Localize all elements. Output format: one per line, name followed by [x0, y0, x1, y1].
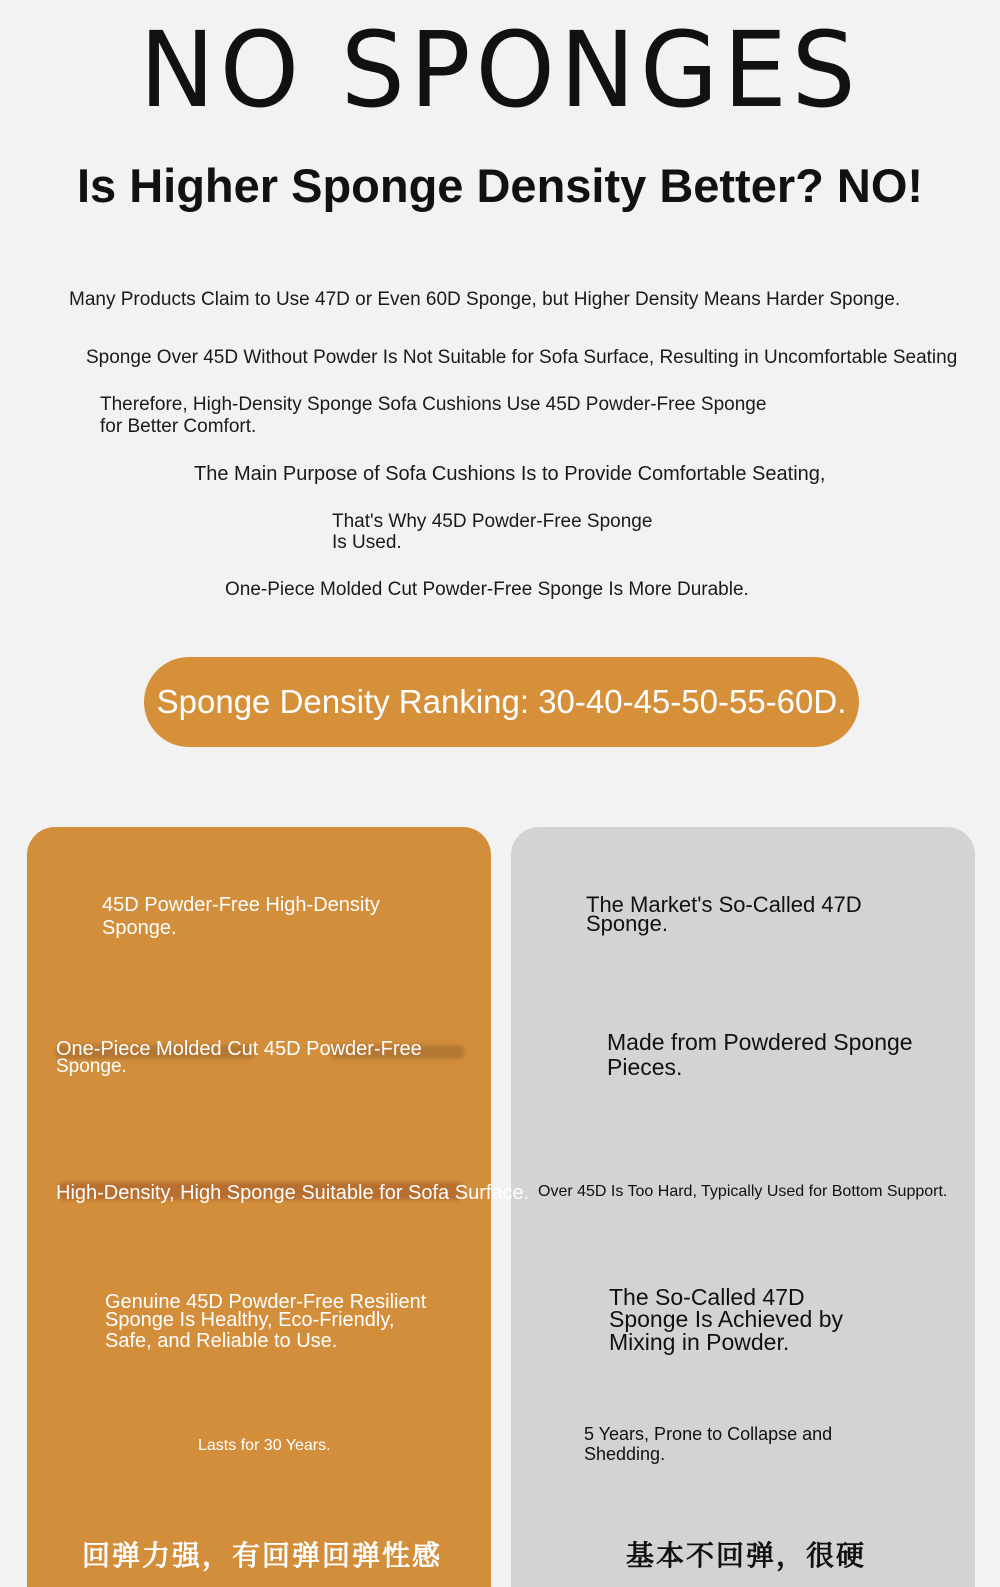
right-comparison-card [511, 827, 975, 1587]
intro-line-6: One-Piece Molded Cut Powder-Free Sponge Is More Durable. [225, 579, 749, 600]
right-item-4b: Sponge Is Achieved by [609, 1306, 843, 1332]
intro-line-1: Many Products Claim to Use 47D or Even 60D Sponge, but Higher Density Means Harder Sponge. [69, 289, 901, 310]
right-item-3: Over 45D Is Too Hard, Typically Used for Bottom Support. [538, 1183, 948, 1200]
left-item-3: High-Density, High Sponge Suitable for Sofa Surface. [56, 1182, 530, 1204]
intro-line-2: Sponge Over 45D Without Powder Is Not Suitable for Sofa Surface, Resulting in Uncomfortable Seating [86, 347, 958, 368]
right-item-1a: The Market's So-Called 47D [586, 892, 862, 917]
density-ranking-banner [144, 657, 859, 747]
left-item-5: Lasts for 30 Years. [198, 1437, 331, 1454]
left-item-2b: Sponge. [56, 1056, 127, 1077]
right-footer-cn: 基本不回弹，很硬 [626, 1540, 867, 1571]
right-item-2b: Pieces. [607, 1054, 683, 1080]
intro-line-5a: That's Why 45D Powder-Free Sponge [332, 511, 653, 532]
left-comparison-card [27, 827, 491, 1587]
right-item-5a: 5 Years, Prone to Collapse and [584, 1424, 833, 1444]
intro-line-3a: Therefore, High-Density Sponge Sofa Cushions Use 45D Powder-Free Sponge [100, 394, 767, 415]
left-item-2a: One-Piece Molded Cut 45D Powder-Free [56, 1038, 422, 1060]
right-item-1b: Sponge. [586, 911, 668, 936]
right-item-2a: Made from Powdered Sponge [607, 1029, 913, 1055]
density-ranking-label: Sponge Density Ranking: 30-40-45-50-55-60D. [156, 683, 847, 720]
page-title: NO SPONGES [139, 9, 861, 131]
left-footer-cn: 回弹力强，有回弹回弹性感 [82, 1540, 443, 1571]
left-item-1b: Sponge. [102, 917, 177, 939]
right-item-4a: The So-Called 47D [609, 1284, 805, 1310]
page-subtitle: Is Higher Sponge Density Better? NO! [76, 159, 924, 212]
intro-line-5b: Is Used. [332, 532, 402, 553]
left-item-4c: Safe, and Reliable to Use. [105, 1330, 338, 1352]
intro-line-3b: for Better Comfort. [100, 416, 257, 437]
left-item-4a: Genuine 45D Powder-Free Resilient [105, 1291, 427, 1313]
intro-line-4: The Main Purpose of Sofa Cushions Is to Provide Comfortable Seating, [194, 463, 826, 485]
left-item-1a: 45D Powder-Free High-Density [102, 894, 380, 916]
left-item-4b: Sponge Is Healthy, Eco-Friendly, [105, 1309, 395, 1331]
right-item-5b: Shedding. [584, 1444, 666, 1464]
right-item-4c: Mixing in Powder. [609, 1329, 790, 1355]
